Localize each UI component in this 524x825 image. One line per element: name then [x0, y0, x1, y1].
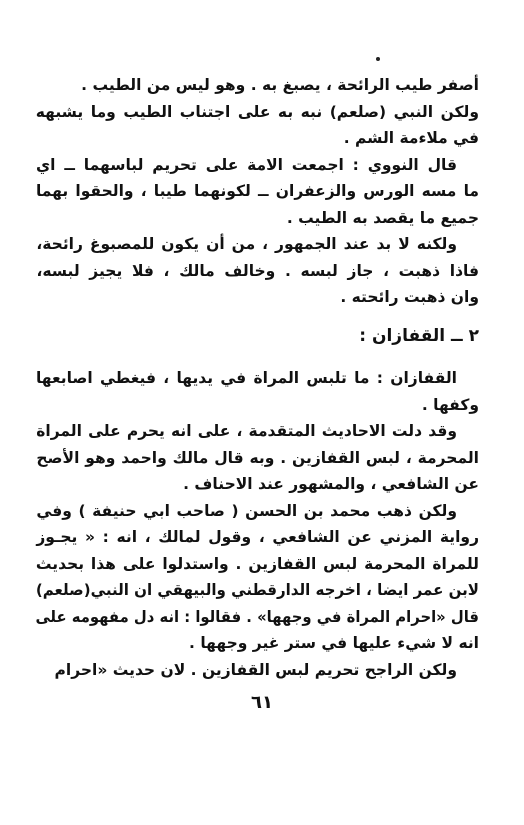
text-line: فاذا ذهبت ، جاز لبسه . وخالف مالك ، فلا يجيز لبسه،: [36, 261, 479, 280]
text-line: ما مسه الورس والزعفران ــ لكونهما طيبا ، والحقوا بهما: [35, 182, 479, 200]
upper-text-block: [36, 72, 479, 311]
text-line: وكفها .: [421, 395, 479, 414]
text-line: أصفر طيب الرائحة ، يصبغ به . وهو ليس من الطيب .: [81, 76, 479, 94]
print-speck: [376, 57, 380, 61]
text-line: رواية المزني عن الشافعي ، وقول لمالك ، انه : « يجـوز: [36, 528, 479, 546]
page-number: ٦١: [251, 692, 273, 713]
text-line: ولكن ذهب محمد بن الحسن ( صاحب ابي حنيفة ) وفي: [36, 501, 457, 520]
text-line: لابن عمر ايضا ، اخرجه الدارقطني والبيهقي ان النبي(صلعم): [35, 581, 479, 599]
text-line: للمراة المحرمة لبس القفازين . واستدلوا على هذا بحديث: [35, 554, 479, 573]
text-line: قال «احرام المراة في وجهها» . فقالوا : انه دل مفهومه على: [35, 607, 479, 626]
text-line: ولكن النبي (صلعم) نبه به على اجتناب الطيب وما يشبهه: [35, 102, 479, 121]
text-line: ولكنه لا بد عند الجمهور ، من أن يكون للمصبوغ رائحة،: [36, 235, 457, 253]
text-line: القفازان : ما تلبس المراة في يديها ، فيغطي اصابعها: [35, 369, 457, 387]
text-line: عن الشافعي ، والمشهور عند الاحناف .: [183, 475, 479, 493]
text-line: وقد دلت الاحاديث المتقدمة ، على انه يحرم على المراة: [36, 422, 457, 440]
text-line: انه لا شيء عليها في ستر غير وجهها .: [189, 634, 479, 652]
text-line: في ملاءمة الشم .: [343, 129, 479, 147]
text-line: ولكن الراجح تحريم لبس القفازين . لان حديث «احرام: [54, 660, 457, 679]
text-line: وان ذهبت رائحته .: [340, 288, 479, 306]
text-line: جميع ما يقصد به الطيب .: [286, 208, 479, 227]
section-heading: ٢ ــ القفازان :: [359, 326, 479, 346]
lower-text-block: [36, 365, 479, 683]
text-line: قال النووي : اجمعت الامة على تحريم لباسهما ــ اي: [35, 155, 457, 174]
text-line: المحرمة ، لبس القفازين . وبه قال مالك واحمد وهو الأصح: [36, 448, 479, 467]
